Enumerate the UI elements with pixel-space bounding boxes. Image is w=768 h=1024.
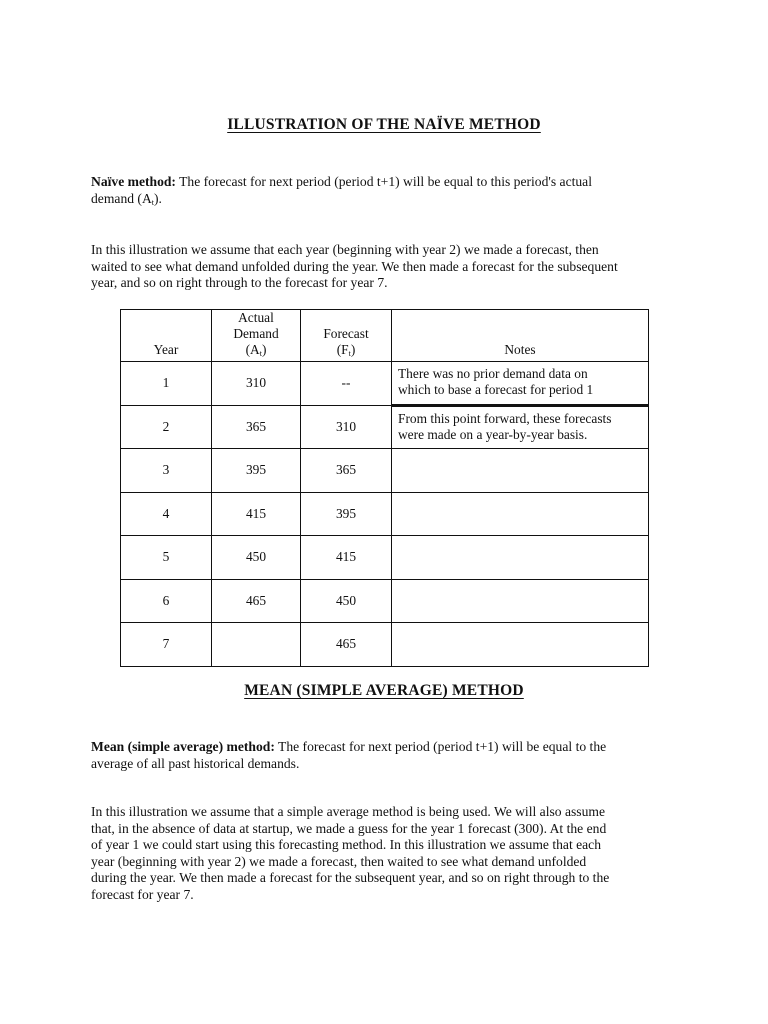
table-header-row (121, 310, 649, 362)
naive-method-intro: In this illustration we assume that each year (beginning with year 2) we made a forecast, then waited to see what demand unfolded during the year. We then made a forecast for the subsequent year, and so on right through to the forecast for year 7. (91, 242, 618, 290)
cell-forecast: 395 (301, 492, 392, 536)
cell-notes: There was no prior demand data on which to base a forecast for period 1 (392, 362, 649, 406)
table-row (121, 536, 649, 580)
cell-actual: 415 (212, 492, 301, 536)
cell-notes: From this point forward, these forecasts were made on a year-by-year basis. (392, 405, 649, 449)
header-actual-demand: Actual Demand $(A_t)$ (212, 310, 301, 362)
cell-year: 5 (121, 536, 212, 580)
cell-actual (212, 623, 301, 667)
cell-actual: 450 (212, 536, 301, 580)
cell-actual: 310 (212, 362, 301, 406)
mean-method-definition: Mean (simple average) method: The forecast for next period (period t+1) will be equal to the average of all past historical demands. (91, 739, 607, 771)
cell-notes (392, 579, 649, 623)
cell-forecast: 365 (301, 449, 392, 493)
cell-forecast: 450 (301, 579, 392, 623)
table-row (121, 623, 649, 667)
cell-actual: 465 (212, 579, 301, 623)
header-year: Year (121, 310, 212, 362)
table-row (121, 362, 649, 406)
cell-notes (392, 536, 649, 580)
cell-year: 2 (121, 405, 212, 449)
naive-forecast-table (120, 309, 649, 667)
table-row (121, 492, 649, 536)
cell-year: 1 (121, 362, 212, 406)
cell-actual: 365 (212, 405, 301, 449)
cell-forecast: -- (301, 362, 392, 406)
header-forecast: Forecast $(F_t)$ (301, 310, 392, 362)
naive-method-term: Naïve method: (91, 174, 176, 189)
header-notes: Notes (392, 310, 649, 362)
cell-year: 7 (121, 623, 212, 667)
naive-method-definition: Naïve method: The forecast for next period (period t+1) will be equal to this period's actual demand $(A_t)$. (91, 174, 592, 207)
cell-notes (392, 492, 649, 536)
cell-forecast: 310 (301, 405, 392, 449)
cell-notes (392, 449, 649, 493)
cell-forecast: 465 (301, 623, 392, 667)
naive-method-heading: ILLUSTRATION OF THE NAÏVE METHOD (227, 116, 541, 133)
cell-year: 4 (121, 492, 212, 536)
table-row (121, 449, 649, 493)
mean-method-term: Mean (simple average) method: (91, 739, 275, 754)
cell-notes (392, 623, 649, 667)
cell-year: 6 (121, 579, 212, 623)
mean-method-heading: MEAN (SIMPLE AVERAGE) METHOD (244, 682, 524, 699)
cell-year: 3 (121, 449, 212, 493)
table-row (121, 579, 649, 623)
cell-forecast: 415 (301, 536, 392, 580)
cell-actual: 395 (212, 449, 301, 493)
table-row (121, 405, 649, 449)
mean-method-intro: In this illustration we assume that a simple average method is being used. We will also assume that, in the absence of data at startup, we made a guess for the year 1 forecast (300). At the end of year 1 we could start using this forecasting method. In this illustration we assume that each year (beginning with year 2) we made a forecast, then waited to see what demand unfolded during the year. We then made a forecast for the subsequent year, and so on right through to the forecast for year 7. (91, 804, 610, 902)
